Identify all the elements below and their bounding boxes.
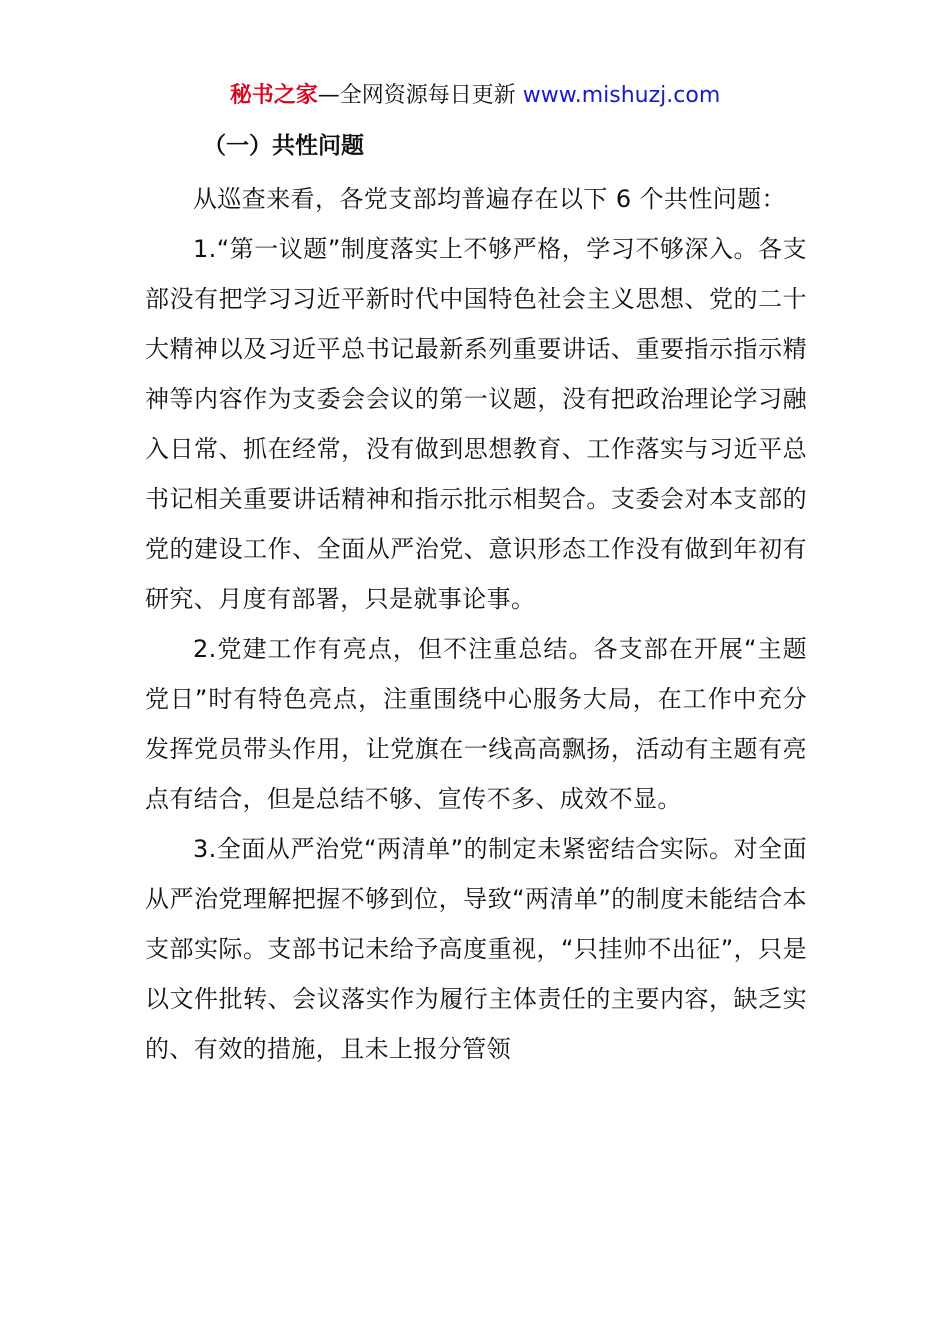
paragraph-issue-1: 1.“第一议题”制度落实上不够严格，学习不够深入。各支部没有把学习习近平新时代中国特色社会主义思想、党的二十大精神以及习近平总书记最新系列重要讲话、重要指示指示精神等内容作为支委会会议的第一议题，没有把政治理论学习融入日常、抓在经常，没有做到思想教育、工作落实与习近平总书记相关重要讲话精神和指示批示相契合。支委会对本支部的党的建设工作、全面从严治党、意识形态工作没有做到年初有研究、月度有部署，只是就事论事。: [145, 235, 807, 613]
paragraph-issue-3: 3.全面从严治党“两清单”的制定未紧密结合实际。对全面从严治党理解把握不够到位，导致“两清单”的制度未能结合本支部实际。支部书记未给予高度重视，“只挂帅不出征”，只是以文件批转、会议落实作为履行主体责任的主要内容，缺乏实的、有效的措施，且未上报分管领: [145, 835, 807, 1063]
watermark-header: [0, 80, 950, 112]
site-url-link[interactable]: www.mishuzj.com: [522, 83, 721, 108]
paragraph-intro: 从巡查来看，各党支部均普遍存在以下 6 个共性问题：: [193, 185, 786, 213]
document-body: [145, 124, 807, 1074]
header-tagline: —全网资源每日更新: [317, 83, 523, 108]
brand-name: 秘书之家: [229, 83, 318, 108]
paragraph-issue-2: 2.党建工作有亮点，但不注重总结。各支部在开展“主题党日”时有特色亮点，注重围绕中心服务大局，在工作中充分发挥党员带头作用，让党旗在一线高高飘扬，活动有主题有亮点有结合，但是总结不够、宣传不多、成效不显。: [145, 635, 807, 813]
section-heading: （一）共性问题: [203, 133, 364, 159]
